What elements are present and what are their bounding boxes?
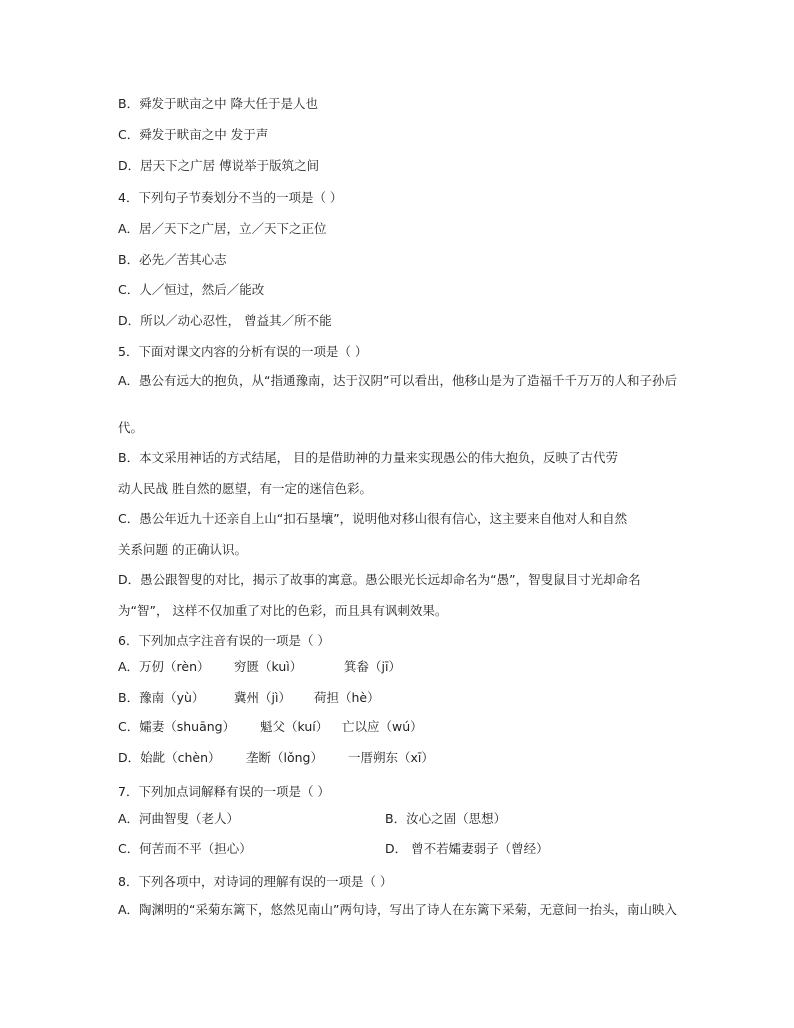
q7-option-b: B．汝心之固（思想） [385, 811, 507, 826]
q6-option-a [118, 659, 401, 675]
question-4: 4．下列句子节奏划分不当的一项是（ ） [118, 190, 343, 205]
q6-b-item-2: 冀州（jì） [234, 690, 291, 705]
q7-option-a: A．河曲智叟（老人） [118, 811, 240, 826]
q4-option-c: C．人／恒过，然后／能改 [118, 282, 265, 297]
q6-c-item-2: 魁父（kuí） [260, 719, 329, 734]
q7-option-d: D． 曾不若孀妻弱子（曾经） [385, 841, 549, 856]
q5-option-d-cont: 为“智”， 这样不仅加重了对比的色彩，而且具有讽刺效果。 [118, 603, 448, 618]
q5-option-d: D．愚公跟智叟的对比，揭示了故事的寓意。愚公眼光长远却命名为“愚”，智叟鼠目寸光却命名 [118, 572, 641, 587]
option-c-prev: C．舜发于畎亩之中 发于声 [118, 127, 269, 142]
q5-option-a-cont: 代。 [118, 420, 144, 435]
q6-d-item-2: 垄断（lǒng） [246, 750, 323, 765]
q5-option-c: C．愚公年近九十还亲自上山“扣石垦壤”，说明他对移山很有信心，这主要来自他对人和自然 [118, 511, 628, 526]
question-6: 6．下列加点字注音有误的一项是（ ） [118, 633, 330, 648]
q5-option-b: B．本文采用神话的方式结尾， 目的是借助神的力量来实现愚公的伟大抱负，反映了古代劳 [118, 450, 619, 465]
q6-a-item-3: 箕畚（jī） [344, 659, 401, 674]
option-d-prev: D．居天下之广居 傅说举于版筑之间 [118, 158, 320, 173]
q6-option-d [118, 750, 434, 766]
q6-d-item-1: D．始龀（chèn） [118, 750, 221, 765]
q5-option-b-cont: 动人民战 胜自然的愿望，有一定的迷信色彩。 [118, 481, 372, 496]
question-7: 7．下列加点词解释有误的一项是（ ） [118, 784, 330, 799]
q5-option-c-cont: 关系问题 的正确认识。 [118, 542, 247, 557]
q6-c-item-1: C．孀妻（shuāng） [118, 719, 236, 734]
q6-b-item-3: 荷担（hè） [314, 690, 380, 705]
q8-option-a: A．陶渊明的“采菊东篱下，悠然见南山”两句诗，写出了诗人在东篱下采菊，无意间一抬头，南山映入 [118, 902, 678, 917]
q7-option-c: C．何苦而不平（担心） [118, 841, 252, 856]
q6-b-item-1: B．豫南（yù） [118, 690, 205, 705]
q4-option-d: D．所以／动心忍性， 曾益其／所不能 [118, 313, 332, 328]
q6-d-item-3: 一厝朔东（xī） [348, 750, 434, 765]
q5-option-a: A．愚公有远大的抱负，从“指通豫南，达于汉阴”可以看出，他移山是为了造福千千万万的人和子孙后 [118, 373, 678, 388]
q6-c-item-3: 亡以应（wú） [342, 719, 423, 734]
q6-option-b [118, 690, 380, 706]
q4-option-a: A．居／天下之广居，立／天下之正位 [118, 221, 327, 236]
q6-option-c [118, 719, 423, 735]
q4-option-b: B．必先／苦其心志 [118, 252, 227, 267]
option-b-prev: B．舜发于畎亩之中 降大任于是人也 [118, 96, 319, 111]
question-8: 8．下列各项中，对诗词的理解有误的一项是（ ） [118, 874, 393, 889]
question-5: 5．下面对课文内容的分析有误的一项是（ ） [118, 344, 368, 359]
q6-a-item-1: A．万仞（rèn） [118, 659, 210, 674]
q6-a-item-2: 穷匮（kuì） [234, 659, 303, 674]
